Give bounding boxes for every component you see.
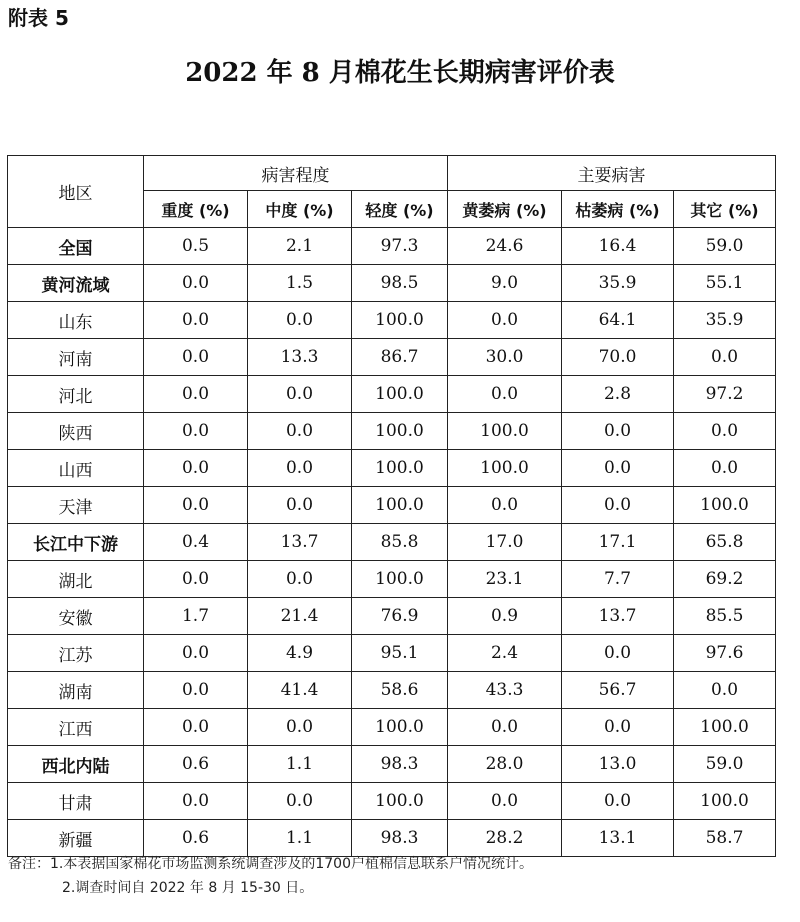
table-row bbox=[8, 672, 776, 709]
table-row bbox=[8, 635, 776, 672]
value-cell: 13.7 bbox=[562, 598, 674, 635]
value-cell: 55.1 bbox=[674, 265, 776, 302]
value-cell: 0.0 bbox=[144, 302, 248, 339]
value-cell: 0.0 bbox=[448, 487, 562, 524]
value-cell: 2.4 bbox=[448, 635, 562, 672]
value-cell: 0.0 bbox=[144, 265, 248, 302]
value-cell: 85.8 bbox=[352, 524, 448, 561]
value-cell: 0.0 bbox=[248, 450, 352, 487]
value-cell: 0.0 bbox=[144, 709, 248, 746]
value-cell: 1.5 bbox=[248, 265, 352, 302]
value-cell: 0.0 bbox=[144, 339, 248, 376]
value-cell: 35.9 bbox=[562, 265, 674, 302]
value-cell: 0.0 bbox=[144, 450, 248, 487]
table-row bbox=[8, 228, 776, 265]
value-cell: 100.0 bbox=[674, 783, 776, 820]
region-cell: 山西 bbox=[8, 450, 144, 487]
region-cell: 全国 bbox=[8, 228, 144, 265]
value-cell: 97.2 bbox=[674, 376, 776, 413]
value-cell: 0.0 bbox=[248, 709, 352, 746]
value-cell: 0.0 bbox=[562, 783, 674, 820]
value-cell: 0.0 bbox=[562, 709, 674, 746]
value-cell: 100.0 bbox=[352, 413, 448, 450]
table-row bbox=[8, 524, 776, 561]
value-cell: 0.6 bbox=[144, 746, 248, 783]
page-title: 2022 年 8 月棉花生长期病害评价表 bbox=[185, 58, 615, 88]
value-cell: 95.1 bbox=[352, 635, 448, 672]
table-row bbox=[8, 265, 776, 302]
region-cell: 江苏 bbox=[8, 635, 144, 672]
region-cell: 河北 bbox=[8, 376, 144, 413]
value-cell: 0.0 bbox=[448, 709, 562, 746]
value-cell: 97.6 bbox=[674, 635, 776, 672]
region-cell: 河南 bbox=[8, 339, 144, 376]
region-cell: 湖北 bbox=[8, 561, 144, 598]
value-cell: 41.4 bbox=[248, 672, 352, 709]
value-cell: 98.3 bbox=[352, 746, 448, 783]
value-cell: 0.0 bbox=[144, 635, 248, 672]
main-disease-group-header: 主要病害 bbox=[448, 156, 776, 191]
table-row bbox=[8, 339, 776, 376]
value-cell: 0.0 bbox=[674, 339, 776, 376]
value-cell: 100.0 bbox=[352, 487, 448, 524]
value-cell: 0.4 bbox=[144, 524, 248, 561]
value-cell: 28.0 bbox=[448, 746, 562, 783]
value-cell: 2.8 bbox=[562, 376, 674, 413]
value-cell: 64.1 bbox=[562, 302, 674, 339]
value-cell: 0.0 bbox=[144, 413, 248, 450]
value-cell: 0.6 bbox=[144, 820, 248, 857]
value-cell: 0.0 bbox=[562, 487, 674, 524]
region-cell: 甘肃 bbox=[8, 783, 144, 820]
value-cell: 100.0 bbox=[674, 487, 776, 524]
value-cell: 98.3 bbox=[352, 820, 448, 857]
value-cell: 0.0 bbox=[144, 487, 248, 524]
region-cell: 湖南 bbox=[8, 672, 144, 709]
value-cell: 58.6 bbox=[352, 672, 448, 709]
value-cell: 13.7 bbox=[248, 524, 352, 561]
value-cell: 59.0 bbox=[674, 746, 776, 783]
value-cell: 17.1 bbox=[562, 524, 674, 561]
value-cell: 13.1 bbox=[562, 820, 674, 857]
value-cell: 70.0 bbox=[562, 339, 674, 376]
value-cell: 0.0 bbox=[144, 672, 248, 709]
note-line-2: 2.调查时间自 2022 年 8 月 15-30 日。 bbox=[62, 880, 314, 896]
value-cell: 76.9 bbox=[352, 598, 448, 635]
value-cell: 100.0 bbox=[352, 561, 448, 598]
value-cell: 2.1 bbox=[248, 228, 352, 265]
value-cell: 69.2 bbox=[674, 561, 776, 598]
value-cell: 35.9 bbox=[674, 302, 776, 339]
value-cell: 86.7 bbox=[352, 339, 448, 376]
value-cell: 100.0 bbox=[352, 783, 448, 820]
value-cell: 17.0 bbox=[448, 524, 562, 561]
col-header-verticillium: 黄萎病 (%) bbox=[448, 191, 562, 228]
col-header-other: 其它 (%) bbox=[674, 191, 776, 228]
value-cell: 0.0 bbox=[248, 487, 352, 524]
value-cell: 0.0 bbox=[144, 561, 248, 598]
value-cell: 24.6 bbox=[448, 228, 562, 265]
region-cell: 长江中下游 bbox=[8, 524, 144, 561]
value-cell: 100.0 bbox=[352, 450, 448, 487]
value-cell: 0.0 bbox=[448, 302, 562, 339]
value-cell: 0.0 bbox=[448, 783, 562, 820]
value-cell: 100.0 bbox=[352, 302, 448, 339]
value-cell: 0.0 bbox=[674, 450, 776, 487]
value-cell: 0.0 bbox=[674, 413, 776, 450]
value-cell: 0.0 bbox=[448, 376, 562, 413]
value-cell: 1.7 bbox=[144, 598, 248, 635]
value-cell: 13.3 bbox=[248, 339, 352, 376]
value-cell: 30.0 bbox=[448, 339, 562, 376]
value-cell: 21.4 bbox=[248, 598, 352, 635]
table-row bbox=[8, 376, 776, 413]
value-cell: 97.3 bbox=[352, 228, 448, 265]
table-row bbox=[8, 487, 776, 524]
value-cell: 0.0 bbox=[248, 413, 352, 450]
header-row-groups bbox=[8, 156, 776, 191]
region-cell: 新疆 bbox=[8, 820, 144, 857]
value-cell: 4.9 bbox=[248, 635, 352, 672]
value-cell: 28.2 bbox=[448, 820, 562, 857]
col-header-severe: 重度 (%) bbox=[144, 191, 248, 228]
table-row bbox=[8, 783, 776, 820]
value-cell: 98.5 bbox=[352, 265, 448, 302]
note-line-1: 备注：1.本表据国家棉花市场监测系统调查涉及的1700户植棉信息联系户情况统计。 bbox=[8, 856, 533, 872]
value-cell: 1.1 bbox=[248, 820, 352, 857]
value-cell: 100.0 bbox=[674, 709, 776, 746]
value-cell: 0.0 bbox=[248, 302, 352, 339]
table-row bbox=[8, 709, 776, 746]
region-cell: 江西 bbox=[8, 709, 144, 746]
notes bbox=[8, 852, 533, 900]
value-cell: 0.0 bbox=[248, 783, 352, 820]
value-cell: 43.3 bbox=[448, 672, 562, 709]
value-cell: 0.0 bbox=[248, 376, 352, 413]
value-cell: 0.5 bbox=[144, 228, 248, 265]
value-cell: 100.0 bbox=[448, 450, 562, 487]
table-row bbox=[8, 746, 776, 783]
table-row bbox=[8, 561, 776, 598]
value-cell: 0.0 bbox=[562, 413, 674, 450]
table-row bbox=[8, 302, 776, 339]
value-cell: 1.1 bbox=[248, 746, 352, 783]
col-header-moderate: 中度 (%) bbox=[248, 191, 352, 228]
value-cell: 85.5 bbox=[674, 598, 776, 635]
table-row bbox=[8, 820, 776, 857]
appendix-label: 附表 5 bbox=[8, 6, 69, 30]
table-body bbox=[8, 228, 776, 857]
value-cell: 100.0 bbox=[448, 413, 562, 450]
region-cell: 西北内陆 bbox=[8, 746, 144, 783]
value-cell: 7.7 bbox=[562, 561, 674, 598]
disease-table bbox=[7, 155, 776, 857]
value-cell: 23.1 bbox=[448, 561, 562, 598]
value-cell: 59.0 bbox=[674, 228, 776, 265]
col-header-fusarium: 枯萎病 (%) bbox=[562, 191, 674, 228]
region-header: 地区 bbox=[8, 156, 144, 228]
value-cell: 13.0 bbox=[562, 746, 674, 783]
region-cell: 安徽 bbox=[8, 598, 144, 635]
value-cell: 0.9 bbox=[448, 598, 562, 635]
value-cell: 0.0 bbox=[674, 672, 776, 709]
value-cell: 0.0 bbox=[562, 450, 674, 487]
value-cell: 9.0 bbox=[448, 265, 562, 302]
table-row bbox=[8, 413, 776, 450]
severity-group-header: 病害程度 bbox=[144, 156, 448, 191]
value-cell: 56.7 bbox=[562, 672, 674, 709]
region-cell: 黄河流域 bbox=[8, 265, 144, 302]
value-cell: 16.4 bbox=[562, 228, 674, 265]
col-header-mild: 轻度 (%) bbox=[352, 191, 448, 228]
value-cell: 0.0 bbox=[562, 635, 674, 672]
region-cell: 天津 bbox=[8, 487, 144, 524]
value-cell: 58.7 bbox=[674, 820, 776, 857]
table-row bbox=[8, 450, 776, 487]
value-cell: 0.0 bbox=[144, 783, 248, 820]
value-cell: 0.0 bbox=[248, 561, 352, 598]
region-cell: 陕西 bbox=[8, 413, 144, 450]
value-cell: 65.8 bbox=[674, 524, 776, 561]
table-row bbox=[8, 598, 776, 635]
value-cell: 100.0 bbox=[352, 376, 448, 413]
region-cell: 山东 bbox=[8, 302, 144, 339]
value-cell: 100.0 bbox=[352, 709, 448, 746]
value-cell: 0.0 bbox=[144, 376, 248, 413]
